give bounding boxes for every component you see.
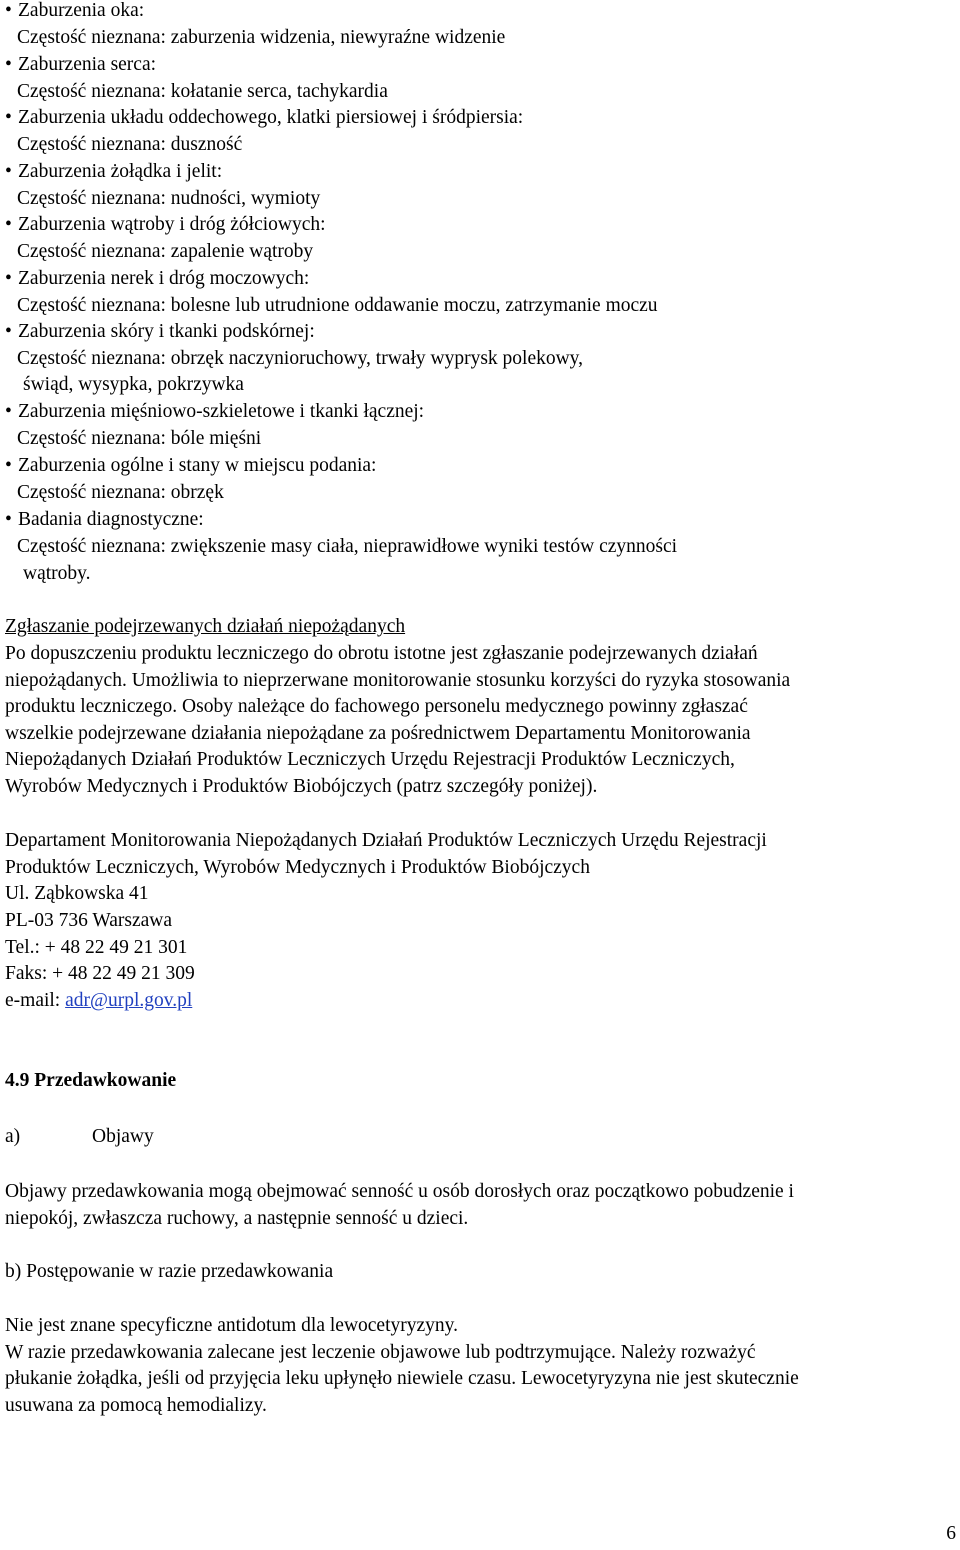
list-item-frequency: Częstość nieznana: nudności, wymioty — [17, 188, 321, 209]
reporting-paragraph-line: Niepożądanych Działań Produktów Leczniczych Urzędu Rejestracji Produktów Leczniczych, — [5, 749, 735, 770]
symptoms-line: Objawy przedawkowania mogą obejmować senność u osób dorosłych oraz początkowo pobudzenie i — [5, 1181, 794, 1202]
email-label: e-mail: — [5, 990, 66, 1011]
list-item-frequency-cont: świąd, wysypka, pokrzywka — [23, 374, 244, 395]
list-item-frequency-cont: wątroby. — [23, 563, 91, 584]
email-line — [5, 988, 192, 1014]
list-item-category: • Zaburzenia serca: — [5, 52, 156, 78]
list-item-category: • Zaburzenia ogólne i stany w miejscu podania: — [5, 453, 376, 479]
list-item-frequency: Częstość nieznana: zaburzenia widzenia, niewyraźne widzenie — [17, 27, 506, 48]
list-item-category: • Zaburzenia mięśniowo-szkieletowe i tkanki łącznej: — [5, 399, 424, 425]
list-item-frequency: Częstość nieznana: duszność — [17, 134, 243, 155]
list-item-category: • Zaburzenia wątroby i dróg żółciowych: — [5, 212, 326, 238]
section-heading: 4.9 Przedawkowanie — [5, 1070, 177, 1091]
address-line: Departament Monitorowania Niepożądanych Działań Produktów Leczniczych Urzędu Rejestracji — [5, 830, 767, 851]
subsection-b-heading: b) Postępowanie w razie przedawkowania — [5, 1261, 334, 1282]
address-line: Ul. Ząbkowska 41 — [5, 883, 149, 904]
management-line: W razie przedawkowania zalecane jest leczenie objawowe lub podtrzymujące. Należy rozważyć — [5, 1342, 756, 1363]
email-link[interactable]: adr@urpl.gov.pl — [65, 990, 193, 1011]
address-line: PL-03 736 Warszawa — [5, 910, 173, 931]
list-item-frequency: Częstość nieznana: kołatanie serca, tachykardia — [17, 81, 388, 102]
page-number: 6 — [946, 1523, 956, 1544]
list-item-category: • Zaburzenia żołądka i jelit: — [5, 159, 222, 185]
address-line: Faks: + 48 22 49 21 309 — [5, 963, 195, 984]
reporting-paragraph-line: niepożądanych. Umożliwia to nieprzerwane monitorowanie stosunku korzyści do ryzyka stosowania — [5, 670, 791, 691]
list-item-frequency: Częstość nieznana: zapalenie wątroby — [17, 241, 314, 262]
management-line: Nie jest znane specyficzne antidotum dla lewocetyryzyny. — [5, 1315, 459, 1336]
list-item-category: • Zaburzenia oka: — [5, 0, 144, 24]
management-line: usuwana za pomocą hemodializy. — [5, 1395, 267, 1416]
reporting-paragraph-line: wszelkie podejrzewane działania niepożądane za pośrednictwem Departamentu Monitorowania — [5, 723, 751, 744]
reporting-paragraph-line: Wyrobów Medycznych i Produktów Biobójczych (patrz szczegóły poniżej). — [5, 776, 598, 797]
symptoms-line: niepokój, zwłaszcza ruchowy, a następnie senność u dzieci. — [5, 1208, 469, 1229]
address-line: Tel.: + 48 22 49 21 301 — [5, 937, 188, 958]
reporting-paragraph-line: produktu leczniczego. Osoby należące do fachowego personelu medycznego powinny zgłaszać — [5, 696, 748, 717]
list-item-category: • Zaburzenia nerek i dróg moczowych: — [5, 266, 309, 292]
management-line: płukanie żołądka, jeśli od przyjęcia leku upłynęło niewiele czasu. Lewocetyryzyna nie jest skutecznie — [5, 1368, 799, 1389]
subsection-a-marker: a) — [5, 1126, 21, 1147]
subsection-a-label: Objawy — [92, 1126, 154, 1147]
list-item-frequency: Częstość nieznana: bóle mięśni — [17, 428, 262, 449]
list-item-category: • Badania diagnostyczne: — [5, 507, 204, 533]
list-item-category: • Zaburzenia układu oddechowego, klatki piersiowej i śródpiersia: — [5, 105, 523, 131]
list-item-frequency: Częstość nieznana: obrzęk — [17, 482, 224, 503]
reporting-heading: Zgłaszanie podejrzewanych działań niepożądanych — [5, 616, 406, 637]
subsection-a-heading — [5, 1124, 154, 1150]
list-item-frequency: Częstość nieznana: obrzęk naczynioruchowy, trwały wyprysk polekowy, — [17, 348, 584, 369]
list-item-frequency: Częstość nieznana: bolesne lub utrudnione oddawanie moczu, zatrzymanie moczu — [17, 295, 658, 316]
list-item-frequency: Częstość nieznana: zwiększenie masy ciała, nieprawidłowe wyniki testów czynności — [17, 536, 678, 557]
list-item-category: • Zaburzenia skóry i tkanki podskórnej: — [5, 319, 315, 345]
reporting-paragraph-line: Po dopuszczeniu produktu leczniczego do obrotu istotne jest zgłaszanie podejrzewanych działań — [5, 643, 758, 664]
address-line: Produktów Leczniczych, Wyrobów Medycznych i Produktów Biobójczych — [5, 857, 590, 878]
